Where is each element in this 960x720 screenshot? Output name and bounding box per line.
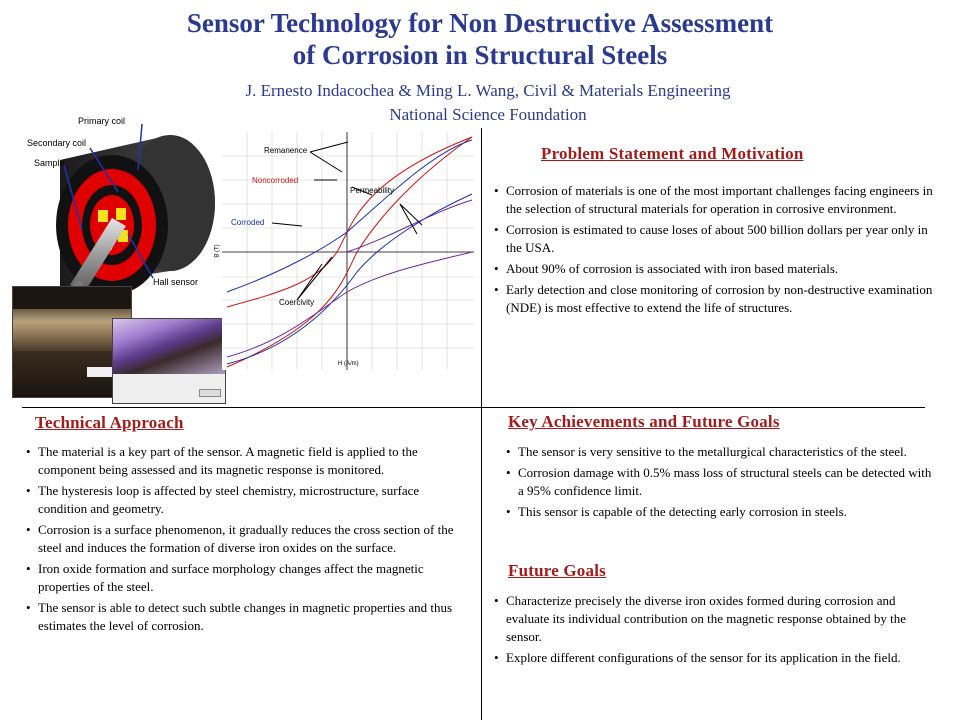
label-y-axis: B (T) bbox=[214, 244, 221, 258]
list-item: • Corrosion is a surface phenomenon, it gradually reduces the cross section of the steel and induces the formation of diverse iron oxides on the surface. bbox=[26, 521, 462, 557]
label-primary-coil: Primary coil bbox=[78, 116, 126, 126]
future-heading: Future Goals bbox=[508, 561, 606, 580]
horizontal-divider bbox=[22, 407, 925, 408]
label-hall-sensor: Hall sensor bbox=[153, 277, 199, 287]
list-item: • Characterize precisely the diverse iron oxides formed during corrosion and evaluate its individual contribution on the magnetic response obtained by the sensor. bbox=[494, 592, 938, 646]
list-item: • The sensor is able to detect such subtle changes in magnetic properties and thus estimates the level of corrosion. bbox=[26, 599, 462, 635]
poster-title-line1: Sensor Technology for Non Destructive Assessment bbox=[186, 8, 774, 38]
achievements-heading: Key Achievements and Future Goals bbox=[508, 412, 780, 431]
list-item: • Corrosion is estimated to cause loses of about 500 billion dollars per year only in the USA. bbox=[494, 221, 938, 257]
list-item: • About 90% of corrosion is associated with iron based materials. bbox=[494, 260, 938, 278]
list-item: • Corrosion damage with 0.5% mass loss of structural steels can be detected with a 95% confidence limit. bbox=[506, 464, 934, 500]
problem-heading: Problem Statement and Motivation bbox=[541, 144, 804, 163]
list-item: • The material is a key part of the sensor. A magnetic field is applied to the component being assessed and its magnetic response is monitored. bbox=[26, 443, 462, 479]
list-item: • Explore different configurations of the sensor for its application in the field. bbox=[494, 649, 938, 667]
hall-sensor-block bbox=[116, 208, 126, 220]
list-item: • The hysteresis loop is affected by steel chemistry, microstructure, surface condition and geometry. bbox=[26, 482, 462, 518]
hysteresis-plot bbox=[222, 132, 474, 370]
label-sample: Sample bbox=[34, 158, 65, 168]
sponsor: National Science Foundation bbox=[389, 105, 587, 124]
label-coercivity: Coercivity bbox=[279, 298, 315, 307]
problem-list bbox=[494, 182, 938, 320]
future-list bbox=[494, 592, 938, 670]
label-corroded: Corroded bbox=[231, 218, 265, 227]
technical-heading: Technical Approach bbox=[35, 413, 184, 432]
label-remanence: Remanence bbox=[264, 146, 308, 155]
corrosion-micrograph-2 bbox=[112, 318, 226, 404]
achievements-list bbox=[506, 443, 934, 524]
hall-sensor-block bbox=[98, 210, 108, 222]
technical-list bbox=[26, 443, 462, 638]
label-permeability: Permeability bbox=[350, 186, 395, 195]
list-item: • This sensor is capable of the detecting early corrosion in steels. bbox=[506, 503, 934, 521]
list-item: • The sensor is very sensitive to the metallurgical characteristics of the steel. bbox=[506, 443, 934, 461]
poster-title-line2: of Corrosion in Structural Steels bbox=[292, 40, 668, 70]
list-item: • Iron oxide formation and surface morphology changes affect the magnetic properties of the steel. bbox=[26, 560, 462, 596]
authors: J. Ernesto Indacochea & Ming L. Wang, Civil & Materials Engineering bbox=[245, 81, 731, 100]
list-item: • Early detection and close monitoring of corrosion by non-destructive examination (NDE) is most effective to extend the life of structures. bbox=[494, 281, 938, 317]
list-item: • Corrosion of materials is one of the most important challenges facing engineers in the selection of structural materials for operation in corrosive environment. bbox=[494, 182, 938, 218]
vertical-divider bbox=[481, 128, 482, 720]
sensor-diagram bbox=[20, 110, 225, 290]
label-secondary-coil: Secondary coil bbox=[27, 138, 87, 148]
label-noncorroded: Noncorroded bbox=[252, 176, 299, 185]
label-x-axis: H (A/m) bbox=[338, 361, 359, 367]
